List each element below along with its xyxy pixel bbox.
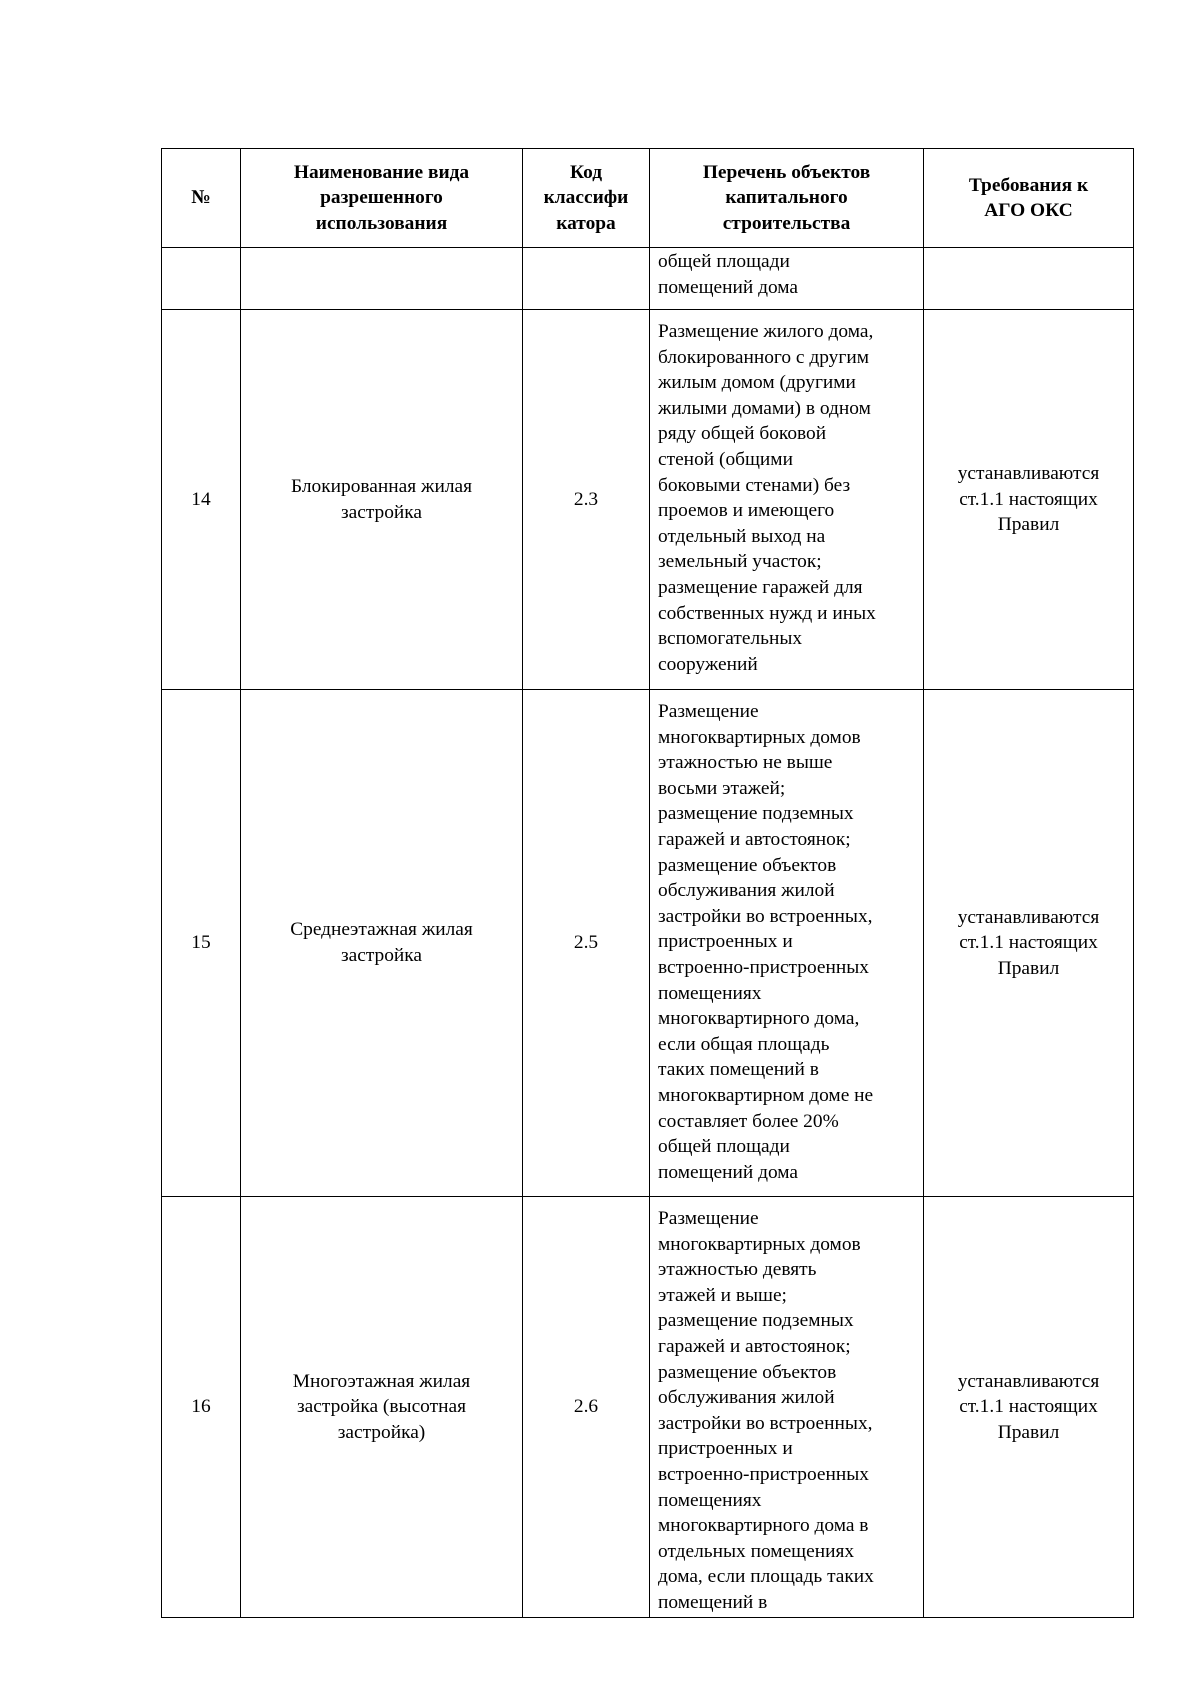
header-requirements: Требования к АГО ОКС — [924, 149, 1134, 248]
cell-code: 2.5 — [523, 690, 650, 1197]
cell-name: Блокированная жилая застройка — [241, 310, 523, 690]
cell-code: 2.3 — [523, 310, 650, 690]
table-row — [162, 1197, 1134, 1618]
cell-requirements: устанавливаются ст.1.1 настоящих Правил — [924, 690, 1134, 1197]
cell-name — [241, 248, 523, 310]
cell-requirements — [924, 248, 1134, 310]
cell-requirements: устанавливаются ст.1.1 настоящих Правил — [924, 1197, 1134, 1618]
cell-num — [162, 248, 241, 310]
cell-requirements: устанавливаются ст.1.1 настоящих Правил — [924, 310, 1134, 690]
header-name: Наименование вида разрешенного использования — [241, 149, 523, 248]
cell-num: 16 — [162, 1197, 241, 1618]
header-num: № — [162, 149, 241, 248]
cell-num: 15 — [162, 690, 241, 1197]
table-row — [162, 310, 1134, 690]
table-row — [162, 690, 1134, 1197]
cell-code: 2.6 — [523, 1197, 650, 1618]
cell-code — [523, 248, 650, 310]
cell-object-list: общей площади помещений дома — [650, 248, 924, 310]
cell-num: 14 — [162, 310, 241, 690]
header-list: Перечень объектов капитального строительства — [650, 149, 924, 248]
continuation-row — [162, 248, 1134, 310]
cell-object-list: Размещение многоквартирных домов этажностью не выше восьми этажей; размещение подземных гаражей и автостоянок; размещение объектов обслуживания жилой застройки во встроенных, пристроенных и встроенно-пристроенных помещениях многоквартирного дома, если общая площадь таких помещений в многоквартирном доме не составляет более 20% общей площади помещений дома — [650, 690, 924, 1197]
zoning-table — [161, 148, 1134, 1618]
cell-name: Среднеэтажная жилая застройка — [241, 690, 523, 1197]
cell-name: Многоэтажная жилая застройка (высотная застройка) — [241, 1197, 523, 1618]
cell-object-list: Размещение многоквартирных домов этажностью девять этажей и выше; размещение подземных гаражей и автостоянок; размещение объектов обслуживания жилой застройки во встроенных, пристроенных и встроенно-пристроенных помещениях многоквартирного дома в отдельных помещениях дома, если площадь таких помещений в — [650, 1197, 924, 1618]
header-code: Код классифи катора — [523, 149, 650, 248]
header-row — [162, 149, 1134, 248]
cell-object-list: Размещение жилого дома, блокированного с другим жилым домом (другими жилыми домами) в одном ряду общей боковой стеной (общими боковыми стенами) без проемов и имеющего отдельный выход на земельный участок; размещение гаражей для собственных нужд и иных вспомогательных сооружений — [650, 310, 924, 690]
